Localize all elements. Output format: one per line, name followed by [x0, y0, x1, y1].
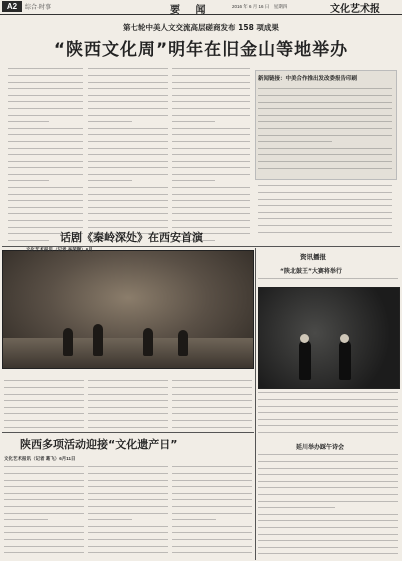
text-line [172, 378, 252, 385]
text-line [4, 523, 84, 530]
text-line [88, 66, 168, 73]
article2-body-col-1 [4, 378, 84, 428]
news-link-heading: 新闻链接：中美合作推出发改委报告印刷 [258, 76, 358, 82]
side-item-1-headline: “陕北鼓王”大赛将举行 [280, 268, 342, 275]
side-item-1-body-cont [258, 390, 398, 438]
text-line [4, 378, 84, 385]
text-line [4, 497, 84, 504]
text-line [258, 236, 332, 238]
text-line [8, 132, 83, 139]
text-line [8, 145, 83, 152]
text-line [88, 139, 168, 146]
text-line [258, 498, 398, 505]
text-line [4, 504, 84, 511]
article2-body-col-2 [88, 378, 168, 428]
text-line [172, 543, 252, 550]
text-line [258, 416, 398, 423]
stage-photo [2, 250, 254, 369]
text-line [88, 398, 168, 405]
text-line [8, 211, 83, 218]
text-line [258, 106, 392, 113]
text-line [258, 465, 398, 472]
issue-date: 2016 年 6 月 16 日 星期四 [232, 4, 288, 9]
text-line [172, 86, 250, 93]
side-item-1-body [258, 276, 398, 286]
text-line [8, 178, 49, 185]
text-line [88, 556, 168, 558]
text-line [172, 411, 252, 418]
text-line [172, 523, 252, 530]
text-line [88, 86, 168, 93]
text-line [258, 203, 392, 210]
text-line [8, 158, 83, 165]
article2-body-col-3 [172, 378, 252, 428]
text-line [172, 398, 252, 405]
text-line [88, 73, 168, 80]
lead-headline: “陕西文化周”明年在旧金山等地举办 [53, 40, 349, 60]
text-line [258, 183, 392, 190]
text-line [8, 152, 83, 159]
divider [2, 432, 254, 433]
text-line [8, 66, 83, 73]
side-item-2-body [258, 452, 398, 558]
text-line [258, 403, 398, 410]
text-line [258, 452, 398, 459]
text-line [172, 218, 250, 225]
section-label: 综合·时事 [25, 5, 51, 11]
text-line [88, 424, 168, 428]
page-number: A2 [2, 1, 22, 12]
text-line [258, 152, 392, 159]
text-line [8, 172, 83, 179]
text-line [172, 497, 252, 504]
text-line [88, 537, 168, 544]
text-line [172, 556, 252, 558]
text-line [258, 119, 392, 126]
news-column-title: 资讯播报 [300, 253, 326, 261]
text-line [172, 178, 215, 185]
text-line [258, 558, 398, 559]
text-line [172, 471, 252, 478]
text-line [172, 125, 250, 132]
text-line [88, 92, 168, 99]
text-line [4, 517, 48, 524]
text-line [172, 477, 252, 484]
masthead-logo: 文化艺术报 [330, 4, 380, 15]
lead-body-col-3 [172, 66, 250, 244]
text-line [88, 484, 168, 491]
text-line [8, 198, 83, 205]
text-line [88, 550, 168, 557]
text-line [172, 172, 250, 179]
text-line [258, 93, 392, 100]
text-line [88, 158, 168, 165]
text-line [172, 204, 250, 211]
text-line [4, 490, 84, 497]
text-line [172, 139, 250, 146]
text-line [4, 471, 84, 478]
text-line [258, 139, 332, 146]
text-line [4, 424, 84, 428]
text-line [88, 119, 132, 126]
text-line [172, 530, 252, 537]
text-line [258, 538, 398, 545]
text-line [88, 404, 168, 411]
text-line [88, 145, 168, 152]
text-line [4, 484, 84, 491]
text-line [258, 216, 392, 223]
text-line [88, 477, 168, 484]
text-line [88, 165, 168, 172]
text-line [88, 504, 168, 511]
text-line [258, 172, 392, 174]
text-line [172, 99, 250, 106]
text-line [8, 237, 49, 244]
text-line [172, 385, 252, 392]
text-line [172, 404, 252, 411]
news-link-body [258, 86, 392, 174]
text-line [172, 112, 250, 119]
text-line [88, 211, 168, 218]
text-line [88, 132, 168, 139]
text-line [88, 191, 168, 198]
text-line [4, 543, 84, 550]
text-line [88, 172, 168, 179]
text-line [8, 125, 83, 132]
text-line [88, 178, 132, 185]
text-line [172, 484, 252, 491]
section-title: 要 闻 [170, 5, 212, 16]
text-line [88, 464, 168, 471]
text-line [88, 490, 168, 497]
text-line [258, 159, 392, 166]
text-line [258, 518, 398, 525]
text-line [88, 391, 168, 398]
text-line [8, 92, 83, 99]
text-line [258, 145, 392, 152]
text-line [172, 490, 252, 497]
article2-headline: 话剧《秦岭深处》在西安首演 [60, 231, 203, 244]
text-line [8, 106, 83, 113]
text-line [88, 198, 168, 205]
text-line [172, 165, 250, 172]
text-line [258, 229, 392, 236]
text-line [258, 390, 398, 397]
text-line [172, 424, 252, 428]
text-line [4, 477, 84, 484]
text-line [258, 492, 398, 499]
text-line [172, 211, 250, 218]
text-line [258, 112, 392, 119]
text-line [258, 505, 335, 512]
column-divider [255, 248, 256, 560]
text-line [172, 185, 250, 192]
text-line [8, 218, 83, 225]
text-line [258, 485, 398, 492]
text-line [8, 86, 83, 93]
side-item-2-headline: 延川举办踩午诗会 [296, 444, 345, 451]
text-line [4, 404, 84, 411]
article3-body-col-2 [88, 464, 168, 558]
text-line [4, 385, 84, 392]
text-line [172, 550, 252, 557]
page-header [0, 0, 402, 15]
text-line [172, 391, 252, 398]
text-line [258, 276, 398, 283]
text-line [8, 191, 83, 198]
text-line [258, 472, 398, 479]
text-line [172, 79, 250, 86]
text-line [172, 119, 215, 126]
text-line [4, 418, 84, 425]
text-line [4, 391, 84, 398]
text-line [4, 398, 84, 405]
text-line [172, 510, 252, 517]
text-line [258, 525, 398, 532]
lead-body-col-4 [258, 183, 392, 238]
text-line [88, 523, 168, 530]
text-line [88, 411, 168, 418]
text-line [258, 165, 392, 172]
text-line [8, 139, 83, 146]
text-line [8, 79, 83, 86]
text-line [88, 378, 168, 385]
text-line [8, 185, 83, 192]
text-line [172, 92, 250, 99]
text-line [258, 209, 392, 216]
text-line [172, 152, 250, 159]
text-line [4, 550, 84, 557]
text-line [172, 198, 250, 205]
text-line [88, 218, 168, 225]
text-line [172, 537, 252, 544]
text-line [258, 430, 398, 437]
lead-body-col-1 [8, 66, 83, 244]
text-line [172, 158, 250, 165]
text-line [258, 423, 398, 430]
text-line [8, 119, 49, 126]
text-line [88, 471, 168, 478]
text-line [172, 106, 250, 113]
text-line [88, 106, 168, 113]
text-line [258, 190, 392, 197]
text-line [258, 459, 398, 466]
text-line [4, 464, 84, 471]
article2-byline: 文化艺术报讯（记者 李荣顺）6月 [26, 247, 93, 252]
text-line [88, 385, 168, 392]
text-line [88, 112, 168, 119]
text-line [172, 517, 216, 524]
text-line [88, 543, 168, 550]
text-line [4, 530, 84, 537]
text-line [8, 73, 83, 80]
text-line [88, 530, 168, 537]
drum-performance-photo [258, 287, 400, 389]
text-line [258, 196, 392, 203]
text-line [8, 204, 83, 211]
article3-body-col-3 [172, 464, 252, 558]
lead-body-col-2 [88, 66, 168, 244]
text-line [258, 126, 392, 133]
text-line [88, 99, 168, 106]
text-line [258, 86, 392, 93]
article3-body-col-1 [4, 464, 84, 558]
text-line [258, 99, 392, 106]
text-line [172, 464, 252, 471]
text-line [88, 418, 168, 425]
text-line [8, 165, 83, 172]
text-line [172, 504, 252, 511]
text-line [172, 418, 252, 425]
text-line [258, 551, 398, 558]
text-line [258, 132, 392, 139]
article3-byline: 文化艺术报讯（记者 葛飞）6月11日 [4, 456, 76, 461]
text-line [88, 497, 168, 504]
text-line [8, 99, 83, 106]
text-line [4, 411, 84, 418]
text-line [88, 510, 168, 517]
text-line [88, 125, 168, 132]
text-line [88, 517, 132, 524]
text-line [258, 410, 398, 417]
text-line [172, 145, 250, 152]
text-line [172, 132, 250, 139]
text-line [258, 223, 392, 230]
text-line [258, 397, 398, 404]
text-line [88, 185, 168, 192]
text-line [258, 544, 398, 551]
text-line [88, 79, 168, 86]
text-line [258, 436, 398, 438]
text-line [258, 511, 398, 518]
text-line [4, 556, 84, 558]
text-line [4, 537, 84, 544]
text-line [88, 204, 168, 211]
article3-headline: 陕西多项活动迎接“文化遗产日” [20, 438, 178, 451]
text-line [172, 191, 250, 198]
text-line [88, 152, 168, 159]
text-line [258, 531, 398, 538]
text-line [4, 510, 84, 517]
text-line [172, 73, 250, 80]
text-line [172, 66, 250, 73]
text-line [258, 478, 398, 485]
lead-kicker: 第七轮中美人文交流高层磋商发布 158 项成果 [123, 23, 279, 32]
text-line [8, 112, 83, 119]
